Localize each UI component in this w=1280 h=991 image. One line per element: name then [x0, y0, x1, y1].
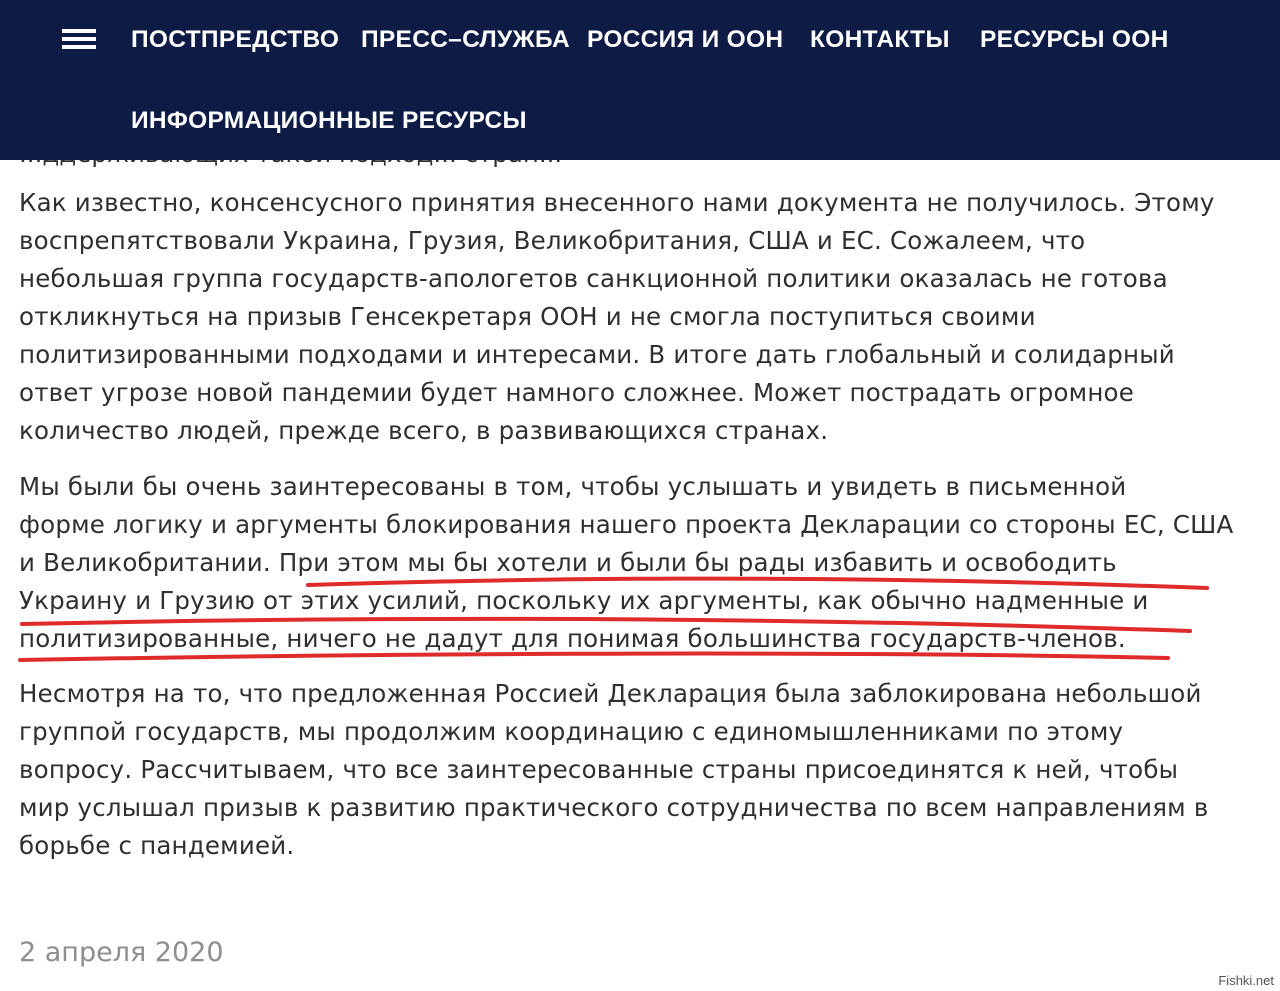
text-line: Как известно, консенсусного принятия внесенного нами документа не получилось. Этому	[19, 188, 1215, 217]
nav-item-un-resources[interactable]: РЕСУРСЫ ООН	[980, 26, 1169, 53]
text-line: политизированными подходами и интересами. В итоге дать глобальный и солидарный	[19, 340, 1175, 369]
text-line: и Великобритании. При этом мы бы хотели и были бы рады избавить и освободить	[19, 548, 1117, 577]
text-line: небольшая группа государств-апологетов санкционной политики оказалась не готова	[19, 264, 1168, 293]
text-line: количество людей, прежде всего, в развивающихся странах.	[19, 416, 829, 445]
text-line: Украину и Грузию от этих усилий, поскольку их аргументы, как обычно надменные и	[19, 586, 1149, 615]
text-line: борьбе с пандемией.	[19, 831, 295, 860]
nav-item-postpredstvo[interactable]: ПОСТПРЕДСТВО	[131, 26, 340, 53]
text-line: ответ угрозе новой пандемии будет намного сложнее. Может пострадать огромное	[19, 378, 1135, 407]
text-line: вопросу. Рассчитываем, что все заинтересованные страны присоединятся к ней, чтобы	[19, 755, 1179, 784]
text-line: Мы были бы очень заинтересованы в том, чтобы услышать и увидеть в письменной	[19, 472, 1127, 501]
text-line: откликнуться на призыв Генсекретаря ООН и не смогла поступиться своими	[19, 302, 1036, 331]
article-paragraph-1	[19, 184, 1269, 450]
text-line: мир услышал призыв к развитию практического сотрудничества по всем направлениям в	[19, 793, 1209, 822]
article-paragraph-2	[19, 468, 1269, 658]
nav-item-russia-and-un[interactable]: РОССИЯ И ООН	[587, 26, 784, 53]
nav-item-contacts[interactable]: КОНТАКТЫ	[810, 26, 950, 53]
nav-item-information-resources[interactable]: ИНФОРМАЦИОННЫЕ РЕСУРСЫ	[131, 107, 527, 134]
publication-date: 2 апреля 2020	[19, 937, 224, 968]
nav-item-press-service[interactable]: ПРЕСС–СЛУЖБА	[361, 26, 570, 53]
hamburger-menu-icon[interactable]	[62, 27, 96, 51]
text-line: воспрепятствовали Украина, Грузия, Великобритания, США и ЕС. Сожалеем, что	[19, 226, 1086, 255]
text-line: форме логику и аргументы блокирования нашего проекта Декларации со стороны ЕС, США	[19, 510, 1234, 539]
top-navigation-bar	[0, 0, 1280, 160]
text-line: группой государств, мы продолжим координацию с единомышленниками по этому	[19, 717, 1124, 746]
text-line: Несмотря на то, что предложенная Россией Декларация была заблокирована небольшой	[19, 679, 1202, 708]
text-line: политизированные, ничего не дадут для понимая большинства государств-членов.	[19, 624, 1126, 653]
article-paragraph-3	[19, 675, 1269, 865]
watermark: Fishki.net	[1218, 973, 1274, 988]
